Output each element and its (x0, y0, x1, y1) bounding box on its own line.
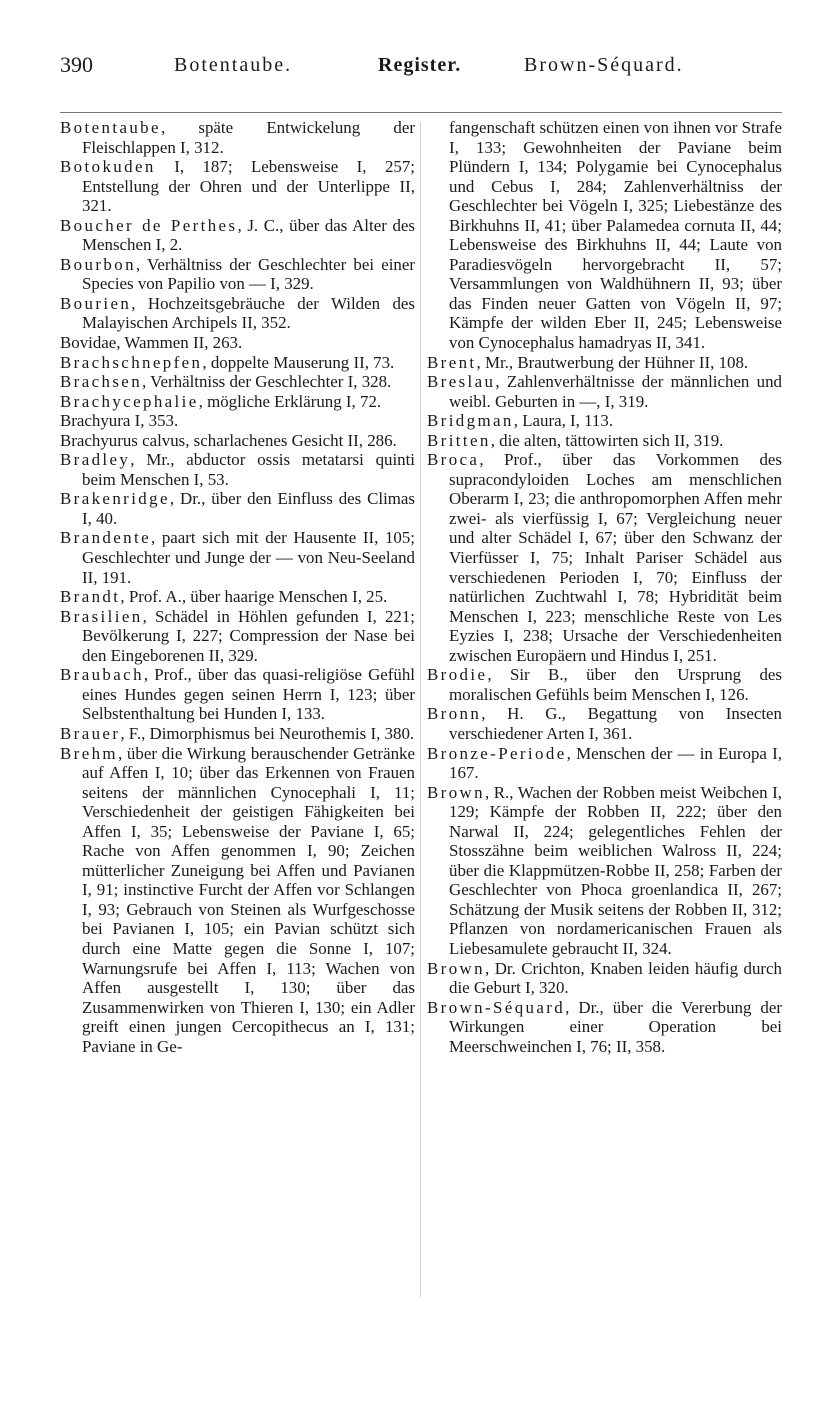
index-entry (60, 157, 415, 216)
index-entry (60, 411, 415, 431)
entry-text: fangenschaft schützen einen von ihnen vor Strafe I, 133; Gewohnheiten der Paviane beim Plündern I, 134; Polygamie bei Cynocephalus und Cebus I, 284; Zahlenverhältniss der Geschlechter bei Vögeln I, 325; Liebestänze des Birkhuhns II, 41; über Palamedea cornuta II, 44; Lebensweise des Birkhuhns II, 44; Laute von Paradiesvögeln hervorgebracht II, 57; Versammlungen von Waldhühnern II, 93; über das Finden neuer Gatten von Vögeln II, 97; Kämpfe der wilden Eber II, 245; Lebensweise von Cynocephalus hamadryas II, 341. (449, 118, 782, 353)
left-column (60, 118, 415, 1056)
entry-text: , Zahlenverhältnisse der männlichen und weibl. Geburten in —, I, 319. (449, 372, 782, 411)
index-entry (427, 665, 782, 704)
index-entry (60, 528, 415, 587)
index-entry (60, 353, 415, 373)
entry-text: , Dr., über die Vererbung der Wirkungen einer Operation bei Meerschweinchen I, 76; II, 358. (449, 997, 782, 1056)
entry-text: , doppelte Mauserung II, 73. (202, 352, 395, 372)
entry-headword: Bronn (427, 704, 482, 724)
running-head (60, 52, 780, 82)
entry-text: , Dr. Crichton, Knaben leiden häufig durch die Geburt I, 320. (449, 958, 782, 998)
entry-text: , Laura, I, 113. (513, 411, 614, 431)
index-entry (427, 704, 782, 743)
entry-text: , Dr., über den Einfluss des Climas I, 40. (82, 489, 415, 528)
entry-text: I, 187; Lebensweise I, 257; Entstellung der Ohren und der Unterlippe II, 321. (82, 157, 415, 216)
entry-text: Brachyurus calvus, scharlachenes Gesicht II, 286. (60, 430, 397, 450)
entry-headword: Brown (427, 958, 485, 978)
header-rule (60, 112, 782, 113)
entry-text: , über die Wirkung berauschender Getränke auf Affen I, 10; über das Erkennen von Frauen seitens der männlichen Cynocephali I, 11; Verschiedenheit der geistigen Fähigkeiten bei Affen I, 35; Lebensweise der Paviane I, 65; Rache von Affen genommen I, 90; Zeichen mütterlicher Zuneigung bei Affen und Pavianen I, 91; instinctive Furcht der Affen vor Schlangen I, 93; Gebrauch von Steinen als Wurfgeschosse bei Pavianen I, 105; ein Pavian schützt sich durch eine Matte gegen die Sonne I, 107; Warnungsrufe bei Affen I, 113; Wachen von Affen ausgestellt I, 130; über das Zusammenwirken von Thieren I, 130; ein Adler greift einen jungen Cercopithecus an I, 131; Paviane in Ge- (82, 743, 415, 1056)
entry-text: , Mr., abductor ossis metatarsi quinti beim Menschen I, 53. (82, 450, 415, 489)
entry-headword: Bourbon (60, 254, 136, 274)
index-entry (427, 783, 782, 959)
entry-text: , R., Wachen der Robben meist Weibchen I, 129; Kämpfe der Robben II, 222; über den Narwal II, 224; gelegentliches Fehlen der Stosszähne beim weiblichen Walross II, 224; über die Klappmützen-Robbe II, 258; Farben der Geschlechter von Phoca groenlandica II, 267; Schätzung der Musik seitens der Robben II, 312; Pflanzen von nordamericanischen Frauen als Liebesamulete gebraucht II, 324. (449, 782, 782, 958)
entry-headword: Broca (427, 450, 480, 470)
index-entry (60, 118, 415, 157)
entry-text: , späte Entwickelung der Fleischlappen I, 312. (82, 118, 415, 157)
entry-text: , die alten, tättowirten sich II, 319. (490, 430, 724, 450)
entry-text: , Verhältniss der Geschlechter bei einer Species von Papilio von — I, 329. (82, 254, 415, 294)
entry-text: , Hochzeitsgebräuche der Wilden des Malayischen Archipels II, 352. (82, 293, 415, 333)
entry-headword: Bronze-Periode (427, 743, 567, 763)
entry-headword: Brasilien (60, 606, 143, 626)
right-column (427, 118, 782, 1056)
index-entry (427, 353, 782, 373)
index-entry (60, 216, 415, 255)
entry-text: , Prof., über das quasi-religiöse Gefühl eines Hundes gegen seinen Herrn I, 123; über Selbstenthaltung bei Hunden I, 133. (82, 665, 415, 724)
entry-headword: Brehm (60, 743, 118, 763)
entry-text: , F., Dimorphismus bei Neurothemis I, 380. (120, 723, 415, 743)
index-entry (60, 489, 415, 528)
entry-headword: Brodie (427, 665, 488, 685)
entry-text: , Verhältniss der Geschlechter I, 328. (142, 372, 392, 392)
entry-headword: Botentaube (60, 118, 161, 137)
index-entry (60, 724, 415, 744)
index-entry (60, 255, 415, 294)
entry-text: , Prof., über das Vorkommen des supracondyloiden Loches am menschlichen Oberarm I, 23; die anthropomorphen Affen mehr zwei- als vierfüssig I, 67; Vergleichung neuer und alter Schädel I, 67; über den Schwanz der Vierfüsser I, 75; Inhalt Pariser Schädel aus verschiedenen Perioden I, 70; Einfluss der natürlichen Zuchtwahl I, 78; Hybridität beim Menschen I, 223; menschliche Reste von Les Eyzies I, 238; Ursache der Verschiedenheiten zwischen Europäern und Hindus I, 251. (449, 450, 782, 665)
header-first-entry: Botentaube. (174, 54, 293, 76)
index-entry (60, 587, 415, 607)
entry-text: , Prof. A., über haarige Menschen I, 25. (120, 587, 388, 607)
index-entry (427, 411, 782, 431)
entry-headword: Bradley (60, 450, 131, 470)
entry-headword: Brandente (60, 528, 152, 548)
header-last-entry: Brown-Séquard. (524, 54, 684, 76)
entry-text: , paart sich mit der Hausente II, 105; Geschlechter und Junge der — von Neu-Seeland II, 191. (82, 528, 415, 587)
entry-text: , Mr., Brautwerbung der Hühner II, 108. (476, 352, 749, 372)
entry-headword: Botokuden (60, 157, 156, 177)
entry-text: , mögliche Erklärung I, 72. (198, 391, 382, 411)
entry-headword: Brachsen (60, 372, 143, 392)
index-entry (427, 959, 782, 998)
page-number: 390 (60, 52, 93, 77)
entry-headword: Britten (427, 430, 491, 450)
index-entry (60, 665, 415, 724)
entry-text: Bovidae, Wammen II, 263. (60, 333, 243, 353)
entry-headword: Brauer (60, 723, 121, 743)
entry-text: , H. G., Begattung von Insecten verschiedener Arten I, 361. (449, 704, 782, 743)
index-entry (60, 431, 415, 451)
entry-text: , J. C., über das Alter des Menschen I, 2. (82, 215, 416, 255)
index-entry (60, 392, 415, 412)
entry-headword: Brakenridge (60, 489, 170, 509)
header-section-title: Register. (378, 54, 462, 76)
index-entry (427, 372, 782, 411)
index-entry (60, 372, 415, 392)
index-entry (60, 294, 415, 333)
index-entry (427, 744, 782, 783)
index-entry (427, 431, 782, 451)
index-entry (60, 744, 415, 1057)
entry-text: Brachyura I, 353. (60, 411, 179, 431)
index-entry (427, 998, 782, 1057)
index-entry (427, 118, 782, 353)
entry-headword: Brown-Séquard (427, 997, 566, 1017)
entry-text: , Sir B., über den Ursprung des moralischen Gefühls beim Menschen I, 126. (449, 665, 782, 704)
index-entry (427, 450, 782, 665)
entry-headword: Brachycephalie (60, 391, 199, 411)
entry-headword: Braubach (60, 665, 144, 685)
entry-text: , Schädel in Höhlen gefunden I, 221; Bevölkerung I, 227; Compression der Nase bei den Eingeborenen II, 329. (82, 606, 415, 665)
entry-headword: Bourien (60, 293, 132, 313)
entry-headword: Brandt (60, 587, 121, 607)
entry-text: , Menschen der — in Europa I, 167. (449, 743, 782, 783)
entry-headword: Boucher de Perthes (60, 215, 238, 235)
index-entry (60, 450, 415, 489)
index-entry (60, 607, 415, 666)
entry-headword: Brachschnepfen (60, 352, 203, 372)
column-divider (420, 122, 421, 1297)
entry-headword: Bridgman (427, 411, 514, 431)
entry-headword: Breslau (427, 372, 496, 392)
entry-headword: Brown (427, 782, 485, 802)
index-entry (60, 333, 415, 353)
entry-headword: Brent (427, 352, 477, 372)
